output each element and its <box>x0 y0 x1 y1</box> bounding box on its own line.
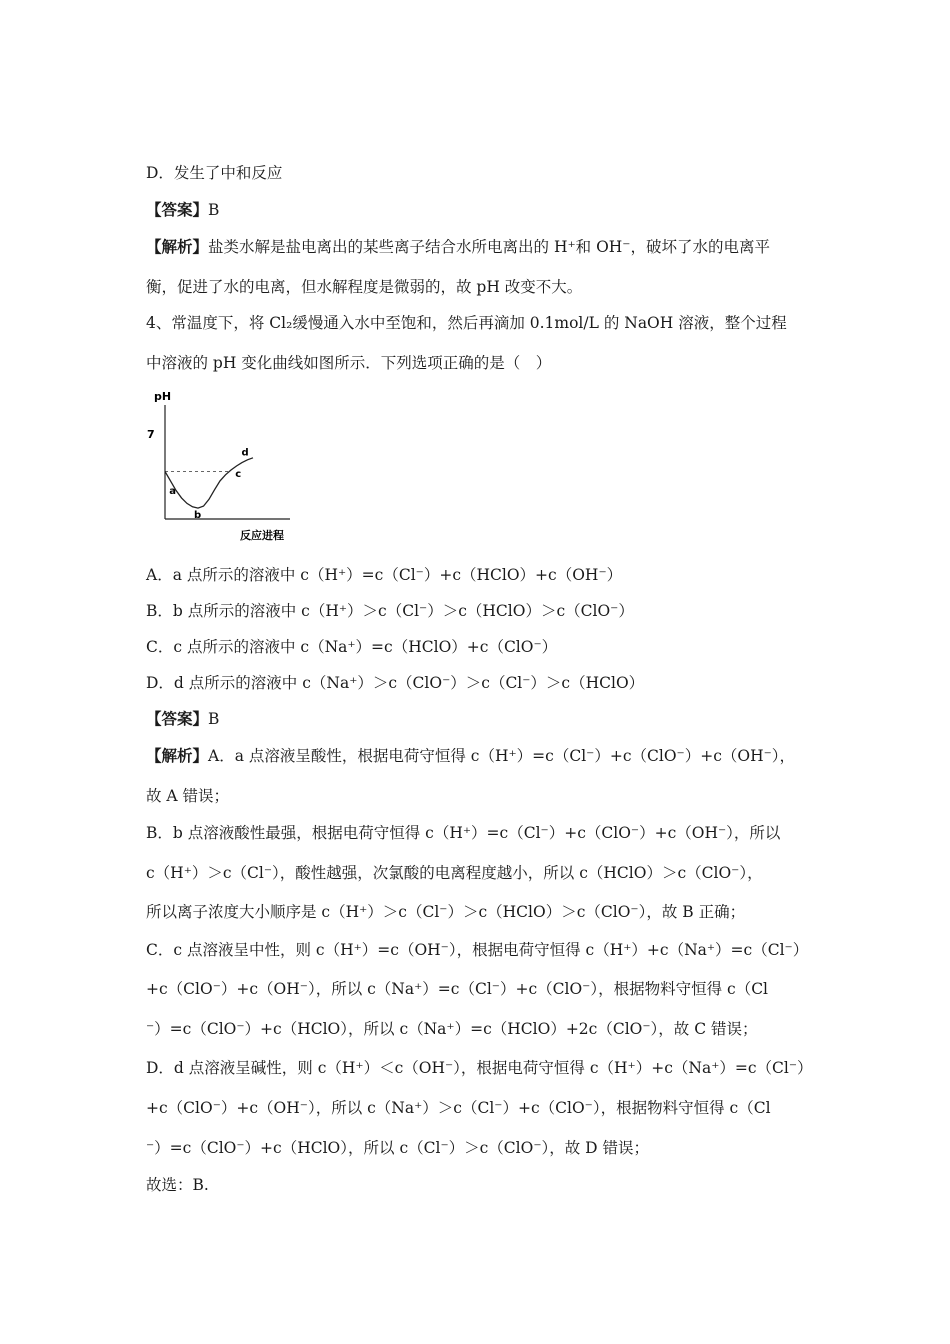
analysis2-line-7: +c（ClO⁻）+c（OH⁻），所以 c（Na⁺）=c（Cl⁻）+c（ClO⁻），根据物料守恒得 c（Cl <box>146 980 769 998</box>
answer-line-2 <box>146 709 219 729</box>
answer-label: 【答案】 <box>146 709 209 728</box>
question-4-line-2: 中溶液的 pH 变化曲线如图所示．下列选项正确的是（ ） <box>146 354 552 372</box>
analysis-text: 盐类水解是盐电离出的某些离子结合水所电离出的 H⁺和 OH⁻，破坏了水的电离平 <box>208 238 770 256</box>
y-axis-label: pH <box>154 390 172 403</box>
answer-line-1 <box>146 200 219 220</box>
point-label-b: b <box>194 509 202 521</box>
option-c: C．c 点所示的溶液中 c（Na⁺）=c（HClO）+c（ClO⁻） <box>146 638 558 656</box>
point-label-c: c <box>235 468 242 480</box>
ph-curve <box>165 458 253 508</box>
analysis2-line-10: +c（ClO⁻）+c（OH⁻），所以 c（Na⁺）＞c（Cl⁻）+c（ClO⁻），根据物料守恒得 c（Cl <box>146 1099 771 1117</box>
option-a: A．a 点所示的溶液中 c（H⁺）=c（Cl⁻）+c（HClO）+c（OH⁻） <box>146 566 623 584</box>
analysis2-line-9: D．d 点溶液呈碱性，则 c（H⁺）＜c（OH⁻），根据电荷守恒得 c（H⁺）+c（Na⁺）=c（Cl⁻） <box>146 1059 813 1077</box>
analysis-line-2: 衡，促进了水的电离，但水解程度是微弱的，故 pH 改变不大。 <box>146 278 583 296</box>
point-label-a: a <box>169 485 176 497</box>
analysis2-line-4: c（H⁺）＞c（Cl⁻），酸性越强，次氯酸的电离程度越小，所以 c（HClO）＞c（ClO⁻）， <box>146 864 763 882</box>
question-4-line-1: 4、常温度下，将 Cl₂缓慢通入水中至饱和，然后再滴加 0.1mol/L 的 NaOH 溶液，整个过程 <box>146 314 787 332</box>
analysis-line-1 <box>146 237 770 257</box>
analysis2-line-1 <box>146 746 795 766</box>
x-axis-label: 反应进程 <box>240 529 284 542</box>
answer-value: B <box>208 710 220 728</box>
analysis-text: A．a 点溶液呈酸性，根据电荷守恒得 c（H⁺）=c（Cl⁻）+c（ClO⁻）+c（OH⁻）， <box>208 747 796 765</box>
prev-option-d: D．发生了中和反应 <box>146 164 283 182</box>
analysis2-line-5: 所以离子浓度大小顺序是 c（H⁺）＞c（Cl⁻）＞c（HClO）＞c（ClO⁻），故 B 正确； <box>146 903 746 921</box>
ph-curve-figure <box>147 387 300 547</box>
analysis2-line-12: 故选：B. <box>146 1176 209 1194</box>
analysis2-line-6: C．c 点溶液呈中性，则 c（H⁺）=c（OH⁻），根据电荷守恒得 c（H⁺）+c（Na⁺）=c（Cl⁻） <box>146 941 809 959</box>
option-b: B．b 点所示的溶液中 c（H⁺）＞c（Cl⁻）＞c（HClO）＞c（ClO⁻） <box>146 602 634 620</box>
answer-label: 【答案】 <box>146 200 209 219</box>
analysis2-line-8: ⁻）=c（ClO⁻）+c（HClO），所以 c（Na⁺）=c（HClO）+2c（ClO⁻），故 C 错误； <box>146 1020 758 1038</box>
option-d: D．d 点所示的溶液中 c（Na⁺）＞c（ClO⁻）＞c（Cl⁻）＞c（HClO） <box>146 674 645 692</box>
point-label-d: d <box>241 447 249 459</box>
y-tick-7: 7 <box>147 428 155 441</box>
analysis-label: 【解析】 <box>146 237 209 256</box>
analysis-label: 【解析】 <box>146 746 209 765</box>
analysis2-line-11: ⁻）=c（ClO⁻）+c（HClO），所以 c（Cl⁻）＞c（ClO⁻），故 D 错误； <box>146 1139 650 1157</box>
answer-value: B <box>208 201 220 219</box>
analysis2-line-2: 故 A 错误； <box>146 787 230 805</box>
analysis2-line-3: B．b 点溶液酸性最强，根据电荷守恒得 c（H⁺）=c（Cl⁻）+c（ClO⁻）+c（OH⁻），所以 <box>146 824 781 842</box>
